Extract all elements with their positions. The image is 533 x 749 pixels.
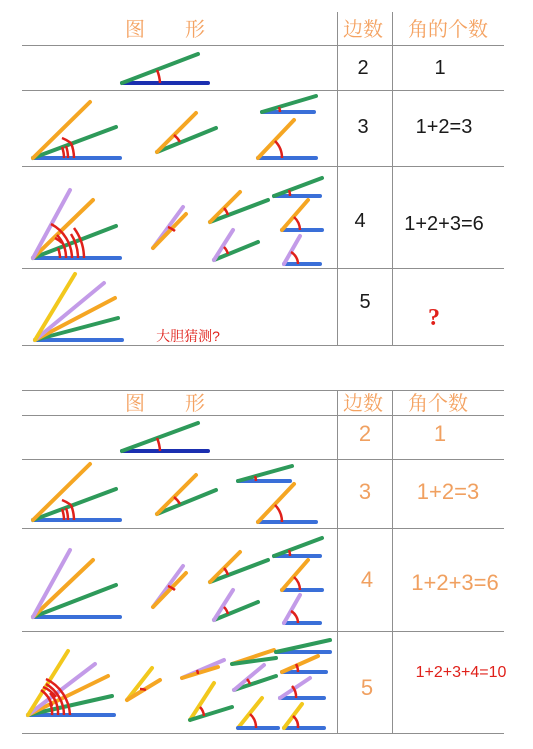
header-sides: 边数 (343, 19, 383, 41)
angle-count-value: 1 (433, 421, 447, 446)
angle-count-value: 1 (434, 57, 446, 79)
header-angle-count: 角个数 (408, 393, 468, 415)
sides-value: 2 (357, 57, 369, 79)
sides-value: 5 (359, 291, 371, 313)
angle-figure-3-sides (33, 96, 316, 158)
angle-count-value: 1+2+3+4=10 (415, 664, 507, 681)
header-figure: 图 形 (125, 19, 205, 41)
angle-count-value: 1+2=3 (415, 116, 473, 138)
sides-value: 3 (358, 479, 372, 504)
angle-count-value: 1+2=3 (416, 479, 480, 504)
header-figure: 图 形 (125, 393, 205, 415)
angle-figure-2-sides (122, 54, 208, 83)
sides-value: 5 (360, 675, 374, 700)
angle-figure-4-sides (33, 538, 322, 623)
sides-value: 4 (354, 210, 366, 232)
angle-figure-5-sides (35, 274, 122, 340)
angle-figure-4-sides (33, 178, 322, 264)
angle-count-value: 1+2+3=6 (411, 570, 499, 595)
angle-count-value: 1+2+3=6 (404, 213, 484, 235)
guess-note: 大胆猜测? (156, 328, 220, 344)
header-angle-count: 角的个数 (408, 19, 488, 41)
angle-figure-3-sides (33, 464, 316, 522)
unknown-angle-count: ? (428, 305, 440, 331)
angle-figure-5-sides (28, 640, 330, 728)
angle-figure-2-sides (122, 423, 208, 451)
sides-value: 2 (358, 421, 372, 446)
header-sides: 边数 (343, 393, 383, 415)
sides-value: 4 (360, 567, 374, 592)
sides-value: 3 (357, 116, 369, 138)
